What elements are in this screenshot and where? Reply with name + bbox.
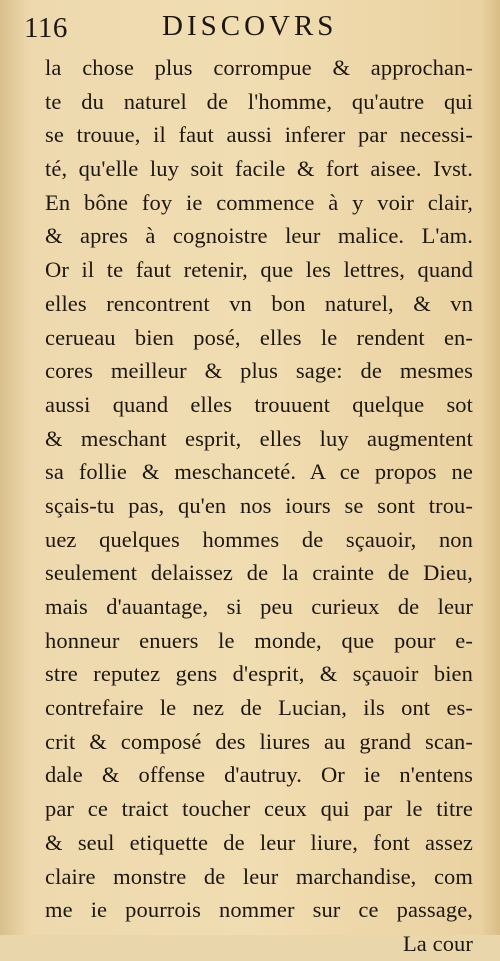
text-line: stre reputez gens d'esprit, & sçauoir bien (45, 661, 473, 687)
text-line: & seul etiquette de leur liure, font assez (45, 829, 473, 855)
text-line: honneur enuers le monde, que pour e- (45, 627, 473, 653)
text-line: té, qu'elle luy soit facile & fort aisee. Ivst. (45, 156, 473, 182)
text-line: contrefaire le nez de Lucian, ils ont es- (45, 695, 473, 721)
text-line: claire monstre de leur marchandise, com (45, 863, 473, 889)
text-line: te du naturel de l'homme, qu'autre qui (45, 88, 473, 114)
text-line: dale & offense d'autruy. Or ie n'entens (45, 762, 473, 788)
text-line: uez quelques hommes de sçauoir, non (45, 526, 473, 552)
text-line: aussi quand elles trouuent quelque sot (45, 391, 473, 417)
text-line: sçais-tu pas, qu'en nos iours se sont trou- (45, 492, 473, 518)
text-line: & apres à cognoistre leur malice. L'am. (45, 223, 473, 249)
text-line: En bône foy ie commence à y voir clair, (45, 189, 473, 215)
text-line: crit & composé des liures au grand scan- (45, 728, 473, 754)
text-line: elles rencontrent vn bon naturel, & vn (45, 290, 473, 316)
body-text (45, 51, 473, 961)
text-line: la chose plus corrompue & approchan- (45, 55, 473, 80)
text-line: cerueau bien posé, elles le rendent en- (45, 324, 473, 350)
text-line: & meschant esprit, elles luy augmentent (45, 425, 473, 451)
text-line: mais d'auantage, si peu curieux de leur (45, 594, 473, 619)
text-line: se trouue, il faut aussi inferer par necessi- (45, 122, 473, 148)
text-line: cores meilleur & plus sage: de mesmes (45, 358, 473, 384)
page-number: 116 (24, 12, 68, 44)
text-line: Or il te faut retenir, que les lettres, quand (45, 257, 473, 283)
text-line: sa follie & meschanceté. A ce propos ne (45, 459, 473, 485)
running-title: DISCOVRS (162, 10, 338, 42)
catchword: La cour (402, 930, 473, 956)
text-line: me ie pourrois nommer sur ce passage, (45, 897, 473, 923)
text-line: seulement delaissez de la crainte de Dieu, (45, 560, 473, 586)
text-line: par ce traict toucher ceux qui par le titre (45, 796, 473, 822)
